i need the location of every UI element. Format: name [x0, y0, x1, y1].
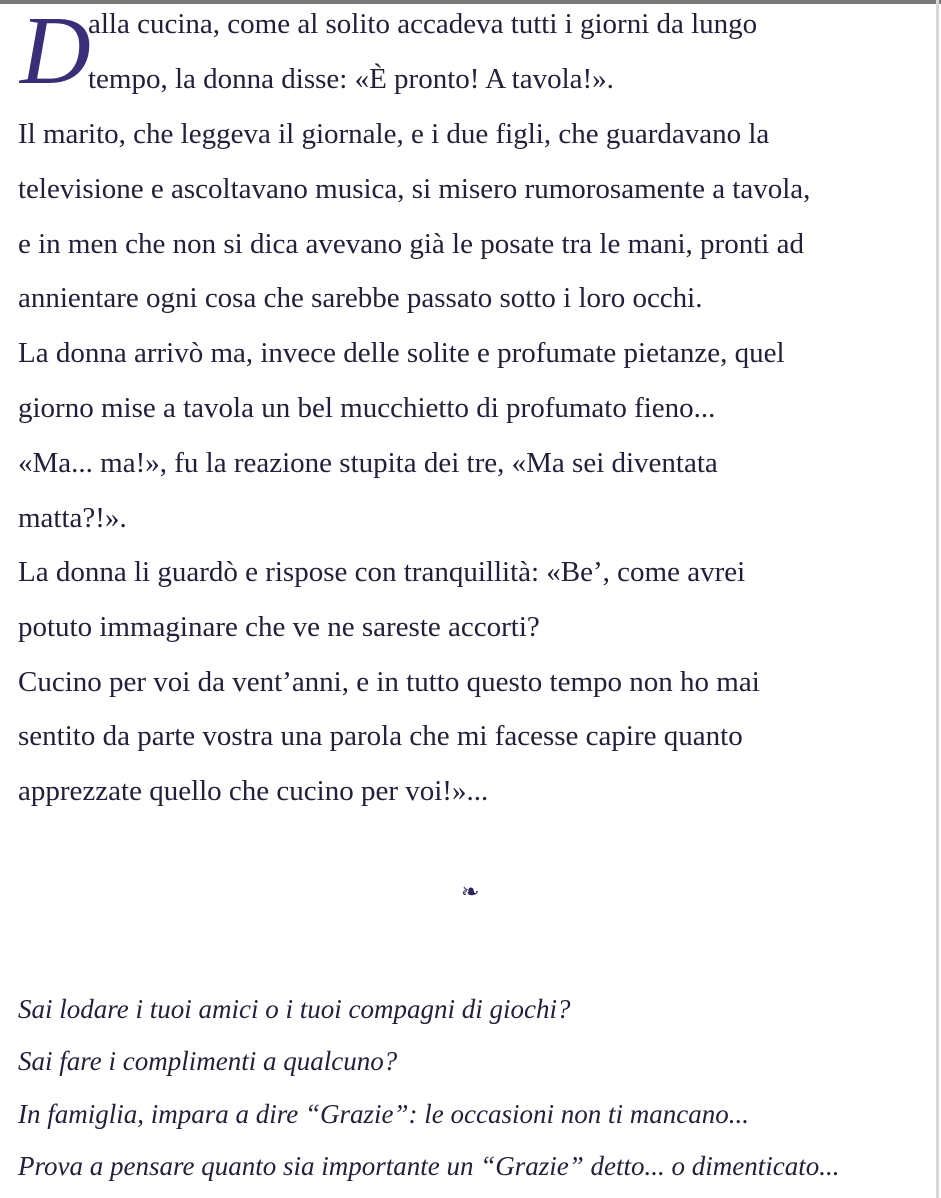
top-rule	[0, 0, 941, 4]
story-line: e in men che non si dica avevano già le posate tra le mani, pronti ad	[18, 228, 804, 260]
story-line: sentito da parte vostra una parola che mi facesse capire quanto	[18, 720, 743, 752]
story-line: potuto immaginare che ve ne sareste accorti?	[18, 611, 540, 643]
story-line: giorno mise a tavola un bel mucchietto di profumato fieno...	[18, 392, 716, 424]
story-line: tempo, la donna disse: «È pronto! A tavola!».	[88, 63, 614, 95]
fleuron-ornament-icon: ❧	[461, 879, 480, 904]
story-line: apprezzate quello che cucino per voi!»...	[18, 775, 489, 807]
story-line: matta?!».	[18, 502, 127, 534]
question-line: Sai fare i complimenti a qualcuno?	[18, 1046, 398, 1076]
right-edge	[936, 0, 939, 1198]
drop-cap: D	[20, 0, 91, 105]
story-line: alla cucina, come al solito accadeva tutti i giorni da lungo	[88, 8, 758, 40]
story-line: televisione e ascoltavano musica, si misero rumorosamente a tavola,	[18, 173, 811, 205]
story-line: La donna arrivò ma, invece delle solite e profumate pietanze, quel	[18, 337, 785, 369]
question-line: Prova a pensare quanto sia importante un “Grazie” detto... o dimenticato...	[18, 1151, 840, 1181]
story-line: annientare ogni cosa che sarebbe passato sotto i loro occhi.	[18, 282, 703, 314]
story-line: Il marito, che leggeva il giornale, e i due figli, che guardavano la	[18, 118, 770, 150]
question-line: In famiglia, impara a dire “Grazie”: le occasioni non ti mancano...	[18, 1099, 749, 1129]
story-line: Cucino per voi da vent’anni, e in tutto questo tempo non ho mai	[18, 666, 760, 698]
story-line: La donna li guardò e rispose con tranquillità: «Be’, come avrei	[18, 556, 746, 588]
story-line: «Ma... ma!», fu la reazione stupita dei tre, «Ma sei diventata	[18, 447, 718, 479]
question-line: Sai lodare i tuoi amici o i tuoi compagni di giochi?	[18, 994, 571, 1024]
